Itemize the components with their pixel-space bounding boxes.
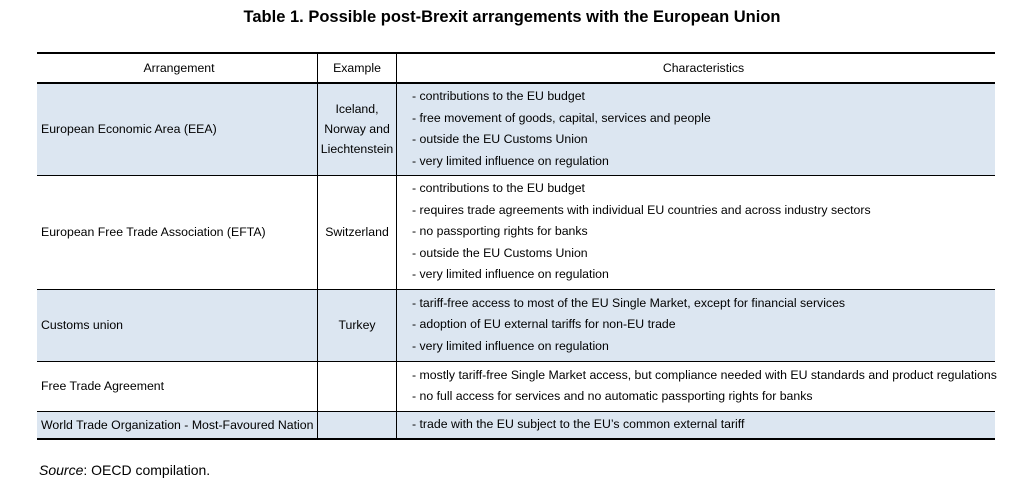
characteristic-item: - very limited influence on regulation [412,338,609,353]
characteristic-item: - no full access for services and no automatic passporting rights for banks [412,389,813,403]
table-title: Table 1. Possible post-Brexit arrangements with the European Union [243,8,781,26]
characteristic-item: - requires trade agreements with individual EU countries and across industry sectors [412,202,871,217]
characteristic-item: - outside the EU Customs Union [412,132,588,147]
characteristic-item: - very limited influence on regulation [412,153,609,168]
characteristics-cell [397,361,996,411]
table-row [37,175,995,289]
characteristic-item: - mostly tariff-free Single Market access, but compliance needed with EU standards and product regulations [412,367,997,382]
arrangements-table [37,52,995,440]
table-header-row [37,53,995,83]
table-row [37,83,995,175]
example-cell [318,83,397,175]
arrangement-cell: Free Trade Agreement [41,379,165,393]
example-line: Liechtenstein [320,142,394,157]
source-label: Source [39,462,84,478]
header-arrangement: Arrangement [37,53,318,83]
example-cell [318,175,397,289]
example-line: Turkey [338,318,376,332]
header-characteristics: Characteristics [397,53,996,83]
example-cell [318,289,397,361]
arrangement-cell: World Trade Organization - Most-Favoured Nation [37,411,318,439]
table-row [37,411,995,439]
example-line: Switzerland [325,225,389,239]
characteristic-item: - no passporting rights for banks [412,224,588,239]
characteristic-item: - outside the EU Customs Union [412,245,588,260]
example-cell [318,361,397,411]
characteristics-cell [397,411,996,439]
characteristics-cell [397,175,996,289]
characteristics-cell [397,83,996,175]
characteristic-item: - contributions to the EU budget [412,89,585,104]
example-line: Norway and [324,122,390,137]
example-cell [318,411,397,439]
header-example: Example [318,53,397,83]
characteristics-cell [397,289,996,361]
characteristic-item: - very limited influence on regulation [412,267,609,282]
characteristic-item: - contributions to the EU budget [412,181,585,196]
table-row [37,289,995,361]
arrangement-cell: Customs union [37,289,318,361]
arrangement-cell: European Free Trade Association (EFTA) [41,225,266,239]
characteristic-item: - tariff-free access to most of the EU Single Market, except for financial services [412,295,846,310]
example-line: Iceland, [335,102,379,117]
characteristic-item: - free movement of goods, capital, services and people [412,110,711,125]
characteristic-item: - adoption of EU external tariffs for non-EU trade [412,317,676,332]
arrangement-cell: European Economic Area (EEA) [37,83,318,175]
table-row [37,361,995,411]
source-text: : OECD compilation. [83,462,211,478]
source-note [39,462,210,478]
characteristic-item: - trade with the EU subject to the EU’s common external tariff [412,417,745,431]
